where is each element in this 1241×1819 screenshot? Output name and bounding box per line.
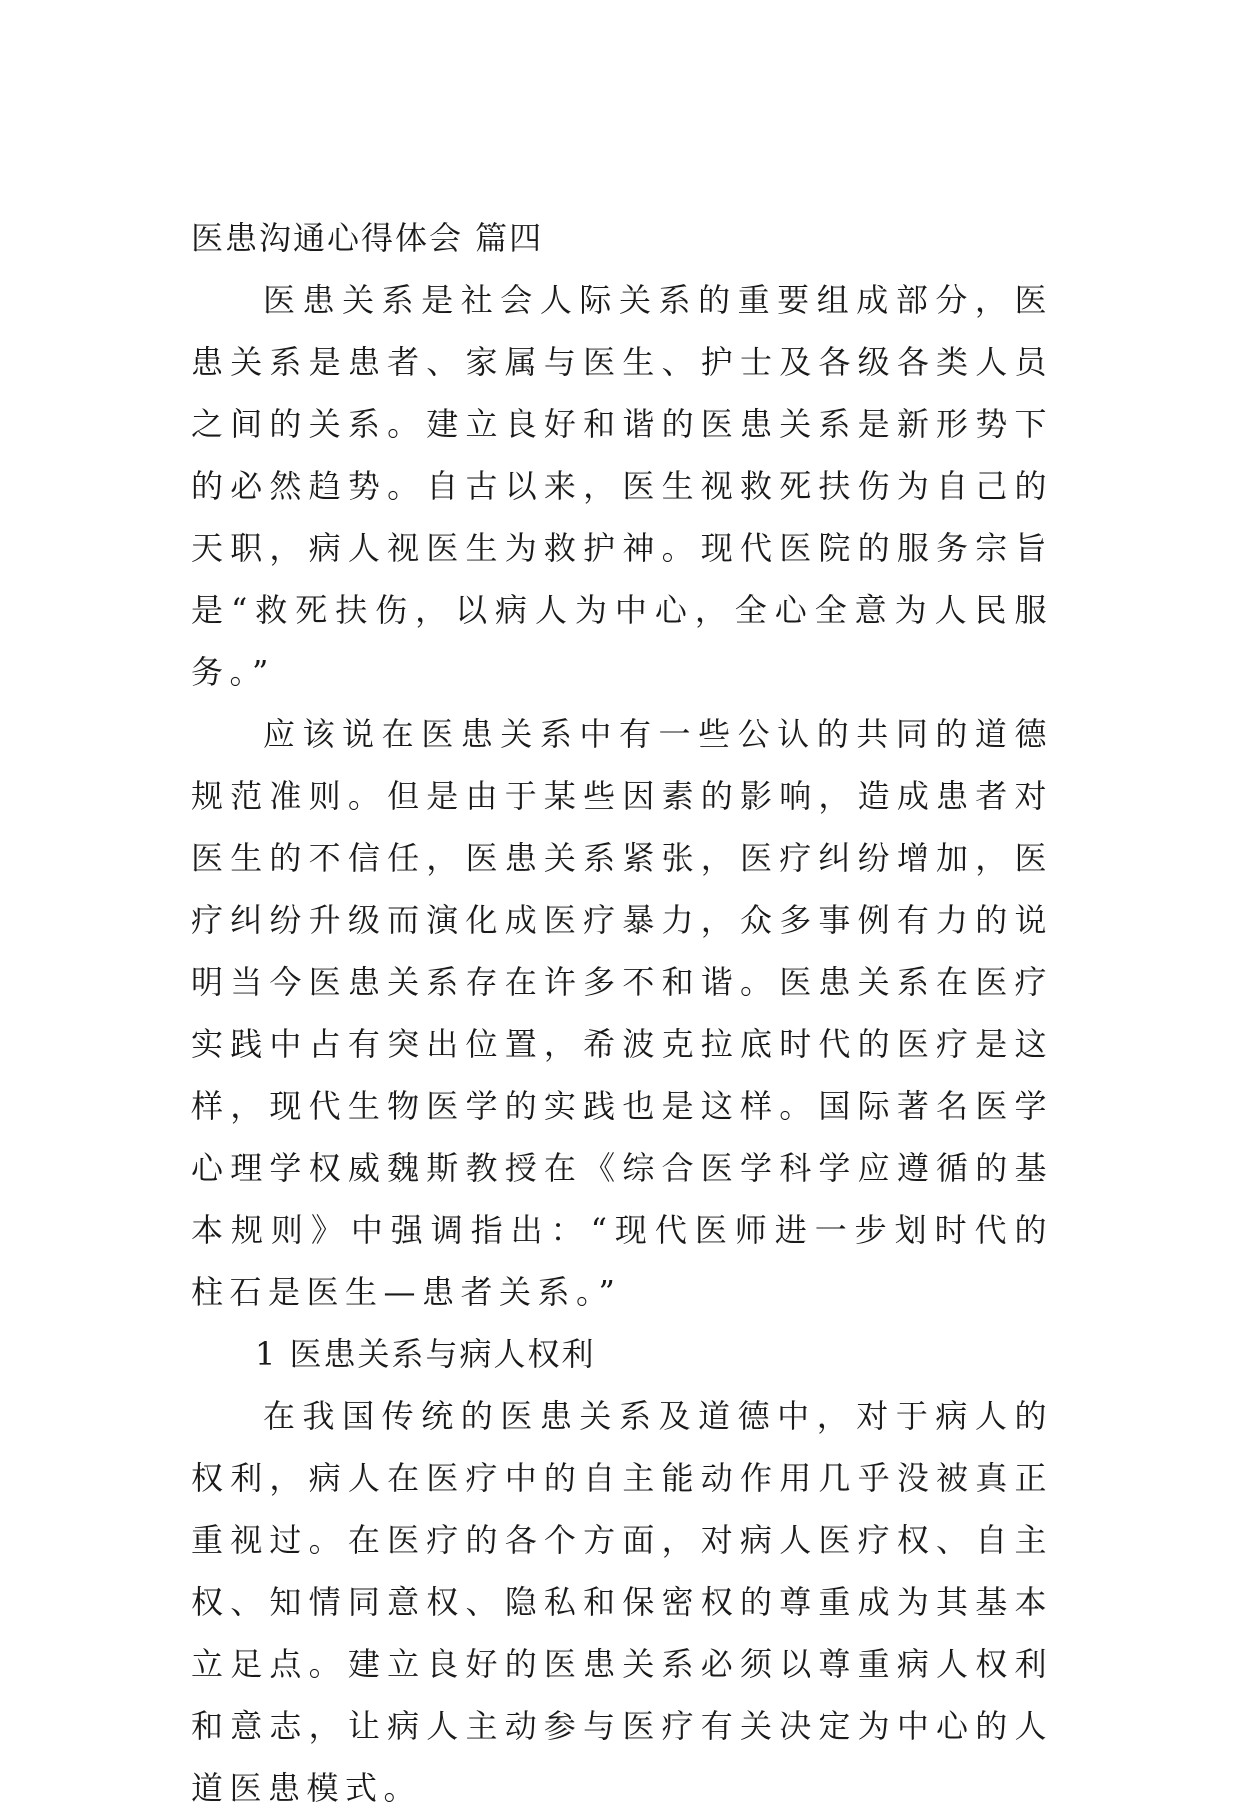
paragraph-patient-rights: 在我国传统的医患关系及道德中，对于病人的权利，病人在医疗中的自主能动作用几乎没被真正重视过。在医疗的各个方面，对病人医疗权、自主权、知情同意权、隐私和保密权的尊重成为其基本立足点。建立良好的医患关系必须以尊重病人权利和意志，让病人主动参与医疗有关决定为中心的人道医患模式。 [191, 1397, 1053, 1807]
document-body [191, 207, 1053, 1819]
paragraph-doctor-patient-relationship: 医患关系是社会人际关系的重要组成部分，医患关系是患者、家属与医生、护士及各级各类人员之间的关系。建立良好和谐的医患关系是新形势下的必然趋势。自古以来，医生视救死扶伤为自己的天职，病人视医生为救护神。现代医院的服务宗旨是“救死扶伤，以病人为中心，全心全意为人民服务。” [191, 281, 1053, 691]
document-title: 医患沟通心得体会 篇四 [191, 219, 544, 257]
paragraph-ethics-and-conflicts: 应该说在医患关系中有一些公认的共同的道德规范准则。但是由于某些因素的影响，造成患者对医生的不信任，医患关系紧张，医疗纠纷增加，医疗纠纷升级而演化成医疗暴力，众多事例有力的说明当今医患关系存在许多不和谐。医患关系在医疗实践中占有突出位置，希波克拉底时代的医疗是这样，现代生物医学的实践也是这样。国际著名医学心理学权威魏斯教授在《综合医学科学应遵循的基本规则》中强调指出：“现代医师进一步划时代的柱石是医生—患者关系。” [191, 715, 1053, 1311]
section-heading-patient-rights: 1 医患关系与病人权利 [255, 1335, 596, 1373]
